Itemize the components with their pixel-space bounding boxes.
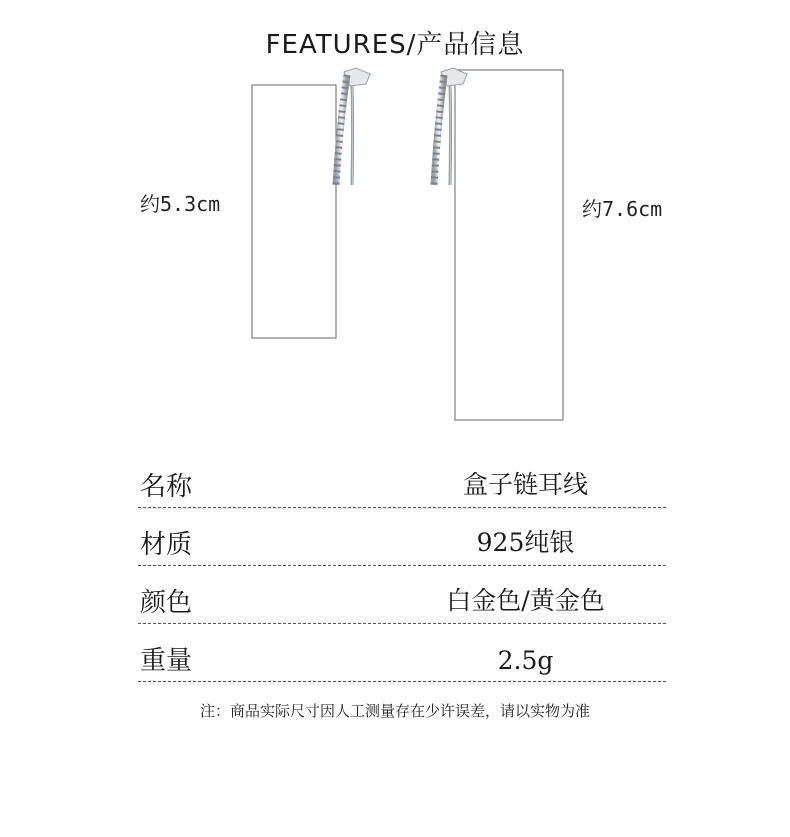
spec-row-material: [138, 508, 666, 566]
long-dimension-box: [455, 70, 563, 420]
right-chain-top: [450, 86, 451, 185]
left-chain-top: [352, 86, 353, 185]
spec-label: 颜色: [140, 588, 193, 618]
spec-row-color: [138, 566, 666, 624]
spec-table: [138, 450, 666, 682]
spec-value: 925纯银: [476, 528, 575, 557]
spec-value: 盒子链耳线: [462, 470, 588, 499]
right-earring: [434, 68, 563, 420]
long-length-label: 约7.6cm: [582, 197, 663, 221]
short-dimension-box: [252, 85, 336, 338]
spec-row-name: [138, 450, 666, 508]
short-length-label: 约5.3cm: [140, 192, 221, 216]
left-earring: [252, 68, 370, 422]
measurement-note: 注：商品实际尺寸因人工测量存在少许误差，请以实物为准: [199, 702, 590, 720]
spec-label: 材质: [140, 530, 193, 560]
spec-label: 重量: [140, 646, 193, 676]
product-figure: [0, 60, 790, 430]
spec-value: 2.5g: [497, 646, 554, 675]
earring-illustration: [0, 60, 790, 430]
spec-label: 名称: [140, 472, 193, 502]
page-title: FEATURES/产品信息: [265, 30, 525, 60]
spec-value: 白金色/黄金色: [446, 586, 605, 615]
spec-row-weight: [138, 624, 666, 682]
